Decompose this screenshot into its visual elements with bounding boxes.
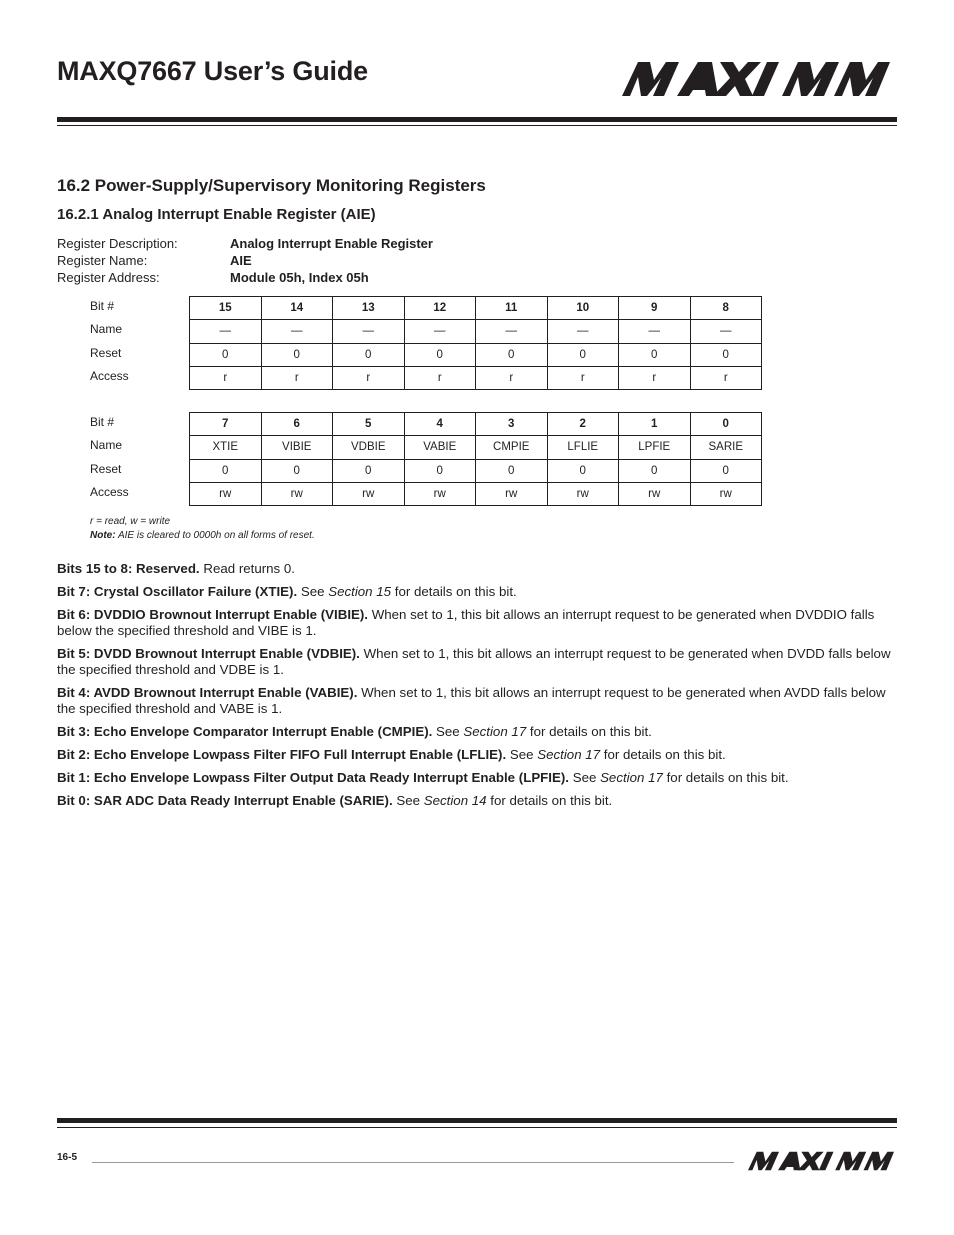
maxim-logo-footer	[748, 1151, 894, 1171]
access-key: r = read, w = write	[90, 516, 171, 527]
header-rule-thick	[57, 117, 897, 122]
row-label-access: Access	[90, 484, 129, 499]
access-cell: r	[190, 366, 262, 389]
bit-description-title: Bit 0: SAR ADC Data Ready Interrupt Enable (SARIE).	[57, 793, 393, 808]
upper-bit-table	[189, 296, 762, 390]
bit-description-text: for details on this bit.	[662, 770, 789, 785]
name-cell: —	[619, 320, 691, 343]
register-name-row	[57, 252, 433, 269]
bit-cell: 12	[404, 297, 476, 320]
section-reference: Section 17	[600, 770, 663, 785]
access-cell: r	[619, 366, 691, 389]
access-cell: r	[690, 366, 762, 389]
bit-description	[57, 607, 899, 639]
name-cell: —	[690, 320, 762, 343]
name-cell: SARIE	[690, 436, 762, 459]
bit-description-text: See	[506, 747, 538, 762]
bit-description-text: When set to 1, this bit allows an interrupt request to be generated when AVDD falls below the specified threshold and VABE is 1.	[57, 685, 886, 716]
bit-cell: 7	[190, 413, 262, 436]
bit-description-text: See	[432, 724, 464, 739]
bit-number-row	[190, 297, 762, 320]
bit-description	[57, 685, 899, 717]
access-cell: r	[261, 366, 333, 389]
name-cell: VIBIE	[261, 436, 333, 459]
bit-description	[57, 561, 899, 577]
bit-cell: 8	[690, 297, 762, 320]
bit-description-text: See	[569, 770, 601, 785]
bit-description-text: Read returns 0.	[199, 561, 295, 576]
reset-cell: 0	[404, 343, 476, 366]
bit-cell: 15	[190, 297, 262, 320]
bit-description	[57, 584, 899, 600]
bit-description-title: Bit 5: DVDD Brownout Interrupt Enable (VDBIE).	[57, 646, 360, 661]
bit-description-text: for details on this bit.	[391, 584, 517, 599]
bit-description-title: Bits 15 to 8: Reserved.	[57, 561, 200, 576]
table-legend	[90, 515, 315, 543]
access-cell: rw	[476, 482, 548, 505]
reset-cell: 0	[547, 459, 619, 482]
reset-cell: 0	[619, 459, 691, 482]
bit-cell: 9	[619, 297, 691, 320]
reset-cell: 0	[547, 343, 619, 366]
reset-cell: 0	[261, 343, 333, 366]
access-cell: rw	[261, 482, 333, 505]
name-row	[190, 436, 762, 459]
section-heading: 16.2 Power-Supply/Supervisory Monitoring Registers	[57, 176, 486, 195]
bit-description-text: for details on this bit.	[526, 724, 652, 739]
bit-cell: 6	[261, 413, 333, 436]
bit-cell: 11	[476, 297, 548, 320]
bit-description-title: Bit 7: Crystal Oscillator Failure (XTIE).	[57, 584, 298, 599]
access-cell: r	[333, 366, 405, 389]
reset-row	[190, 343, 762, 366]
name-row	[190, 320, 762, 343]
reset-cell: 0	[333, 343, 405, 366]
name-cell: —	[404, 320, 476, 343]
footer-divider	[92, 1162, 734, 1163]
bit-cell: 2	[547, 413, 619, 436]
section-reference: Section 15	[328, 584, 392, 599]
bit-description-text: for details on this bit.	[486, 793, 613, 808]
bit-description-title: Bit 1: Echo Envelope Lowpass Filter Output Data Ready Interrupt Enable (LPFIE).	[57, 770, 569, 785]
lower-row-labels	[90, 412, 129, 505]
access-cell: r	[547, 366, 619, 389]
register-description-label: Register Description:	[57, 236, 178, 251]
access-row	[190, 482, 762, 505]
name-cell: —	[476, 320, 548, 343]
bit-description-title: Bit 3: Echo Envelope Comparator Interrupt Enable (CMPIE).	[57, 724, 433, 739]
row-label-bit: Bit #	[90, 299, 115, 313]
row-label-name: Name	[90, 438, 123, 453]
access-row	[190, 366, 762, 389]
access-cell: rw	[333, 482, 405, 505]
reset-cell: 0	[333, 459, 405, 482]
reset-cell: 0	[190, 343, 262, 366]
section-reference: Section 17	[537, 747, 601, 762]
bit-cell: 1	[619, 413, 691, 436]
bit-description	[57, 646, 899, 678]
bit-description-text: When set to 1, this bit allows an interrupt request to be generated when DVDDIO falls below the specified threshold and VIBE is 1.	[57, 607, 875, 638]
reset-cell: 0	[476, 459, 548, 482]
name-cell: XTIE	[190, 436, 262, 459]
access-cell: rw	[619, 482, 691, 505]
reset-cell: 0	[404, 459, 476, 482]
reset-cell: 0	[261, 459, 333, 482]
bit-description-title: Bit 6: DVDDIO Brownout Interrupt Enable (VIBIE).	[57, 607, 369, 622]
page-number: 16-5	[57, 1152, 78, 1163]
reset-row	[190, 459, 762, 482]
register-name-value: AIE	[230, 253, 252, 268]
name-cell: VDBIE	[333, 436, 405, 459]
name-cell: LFLIE	[547, 436, 619, 459]
name-cell: —	[333, 320, 405, 343]
header-rule-thin	[57, 125, 897, 126]
section-reference: Section 17	[463, 724, 527, 739]
reset-cell: 0	[476, 343, 548, 366]
access-cell: rw	[547, 482, 619, 505]
register-address-label: Register Address:	[57, 270, 160, 285]
note-label: Note:	[90, 530, 116, 541]
maxim-logo	[622, 62, 890, 96]
reset-cell: 0	[690, 343, 762, 366]
register-description-value: Analog Interrupt Enable Register	[230, 236, 433, 251]
register-address-value: Module 05h, Index 05h	[230, 270, 369, 285]
access-cell: rw	[190, 482, 262, 505]
bit-description-title: Bit 4: AVDD Brownout Interrupt Enable (VABIE).	[57, 685, 358, 700]
access-cell: rw	[690, 482, 762, 505]
bit-description-text: for details on this bit.	[600, 747, 726, 762]
name-cell: VABIE	[404, 436, 476, 459]
bit-number-row	[190, 413, 762, 436]
bit-descriptions	[57, 561, 899, 816]
bit-description-text: When set to 1, this bit allows an interrupt request to be generated when DVDD falls below the specified threshold and VDBE is 1.	[57, 646, 891, 677]
lower-bit-table	[189, 412, 762, 506]
section-reference: Section 14	[423, 793, 487, 808]
bit-description-title: Bit 2: Echo Envelope Lowpass Filter FIFO Full Interrupt Enable (LFLIE).	[57, 747, 507, 762]
row-label-reset: Reset	[90, 461, 122, 476]
register-info	[57, 235, 433, 286]
name-cell: LPFIE	[619, 436, 691, 459]
document-title: MAXQ7667 User’s Guide	[57, 56, 368, 86]
register-name-label: Register Name:	[57, 253, 148, 268]
bit-cell: 3	[476, 413, 548, 436]
row-label-name: Name	[90, 322, 123, 337]
access-cell: r	[404, 366, 476, 389]
row-label-access: Access	[90, 368, 129, 383]
bit-cell: 10	[547, 297, 619, 320]
bit-cell: 0	[690, 413, 762, 436]
bit-description	[57, 724, 899, 740]
bit-description	[57, 770, 899, 786]
bit-description-text: See	[297, 584, 329, 599]
note-text: AIE is cleared to 0000h on all forms of reset.	[115, 530, 315, 541]
access-cell: rw	[404, 482, 476, 505]
bit-description	[57, 793, 899, 809]
register-address-row	[57, 269, 433, 286]
bit-cell: 5	[333, 413, 405, 436]
subsection-heading: 16.2.1 Analog Interrupt Enable Register (AIE)	[57, 206, 376, 223]
register-description-row	[57, 235, 433, 252]
bit-cell: 14	[261, 297, 333, 320]
reset-cell: 0	[619, 343, 691, 366]
reset-note	[90, 529, 315, 543]
row-label-reset: Reset	[90, 345, 122, 360]
bit-cell: 13	[333, 297, 405, 320]
name-cell: CMPIE	[476, 436, 548, 459]
row-label-bit: Bit #	[90, 415, 115, 429]
name-cell: —	[547, 320, 619, 343]
reset-cell: 0	[690, 459, 762, 482]
bit-description-text: See	[392, 793, 424, 808]
upper-row-labels	[90, 296, 129, 389]
name-cell: —	[190, 320, 262, 343]
footer-rule-thick	[57, 1118, 897, 1123]
access-cell: r	[476, 366, 548, 389]
reset-cell: 0	[190, 459, 262, 482]
footer-rule-thin	[57, 1127, 897, 1128]
name-cell: —	[261, 320, 333, 343]
bit-description	[57, 747, 899, 763]
bit-cell: 4	[404, 413, 476, 436]
